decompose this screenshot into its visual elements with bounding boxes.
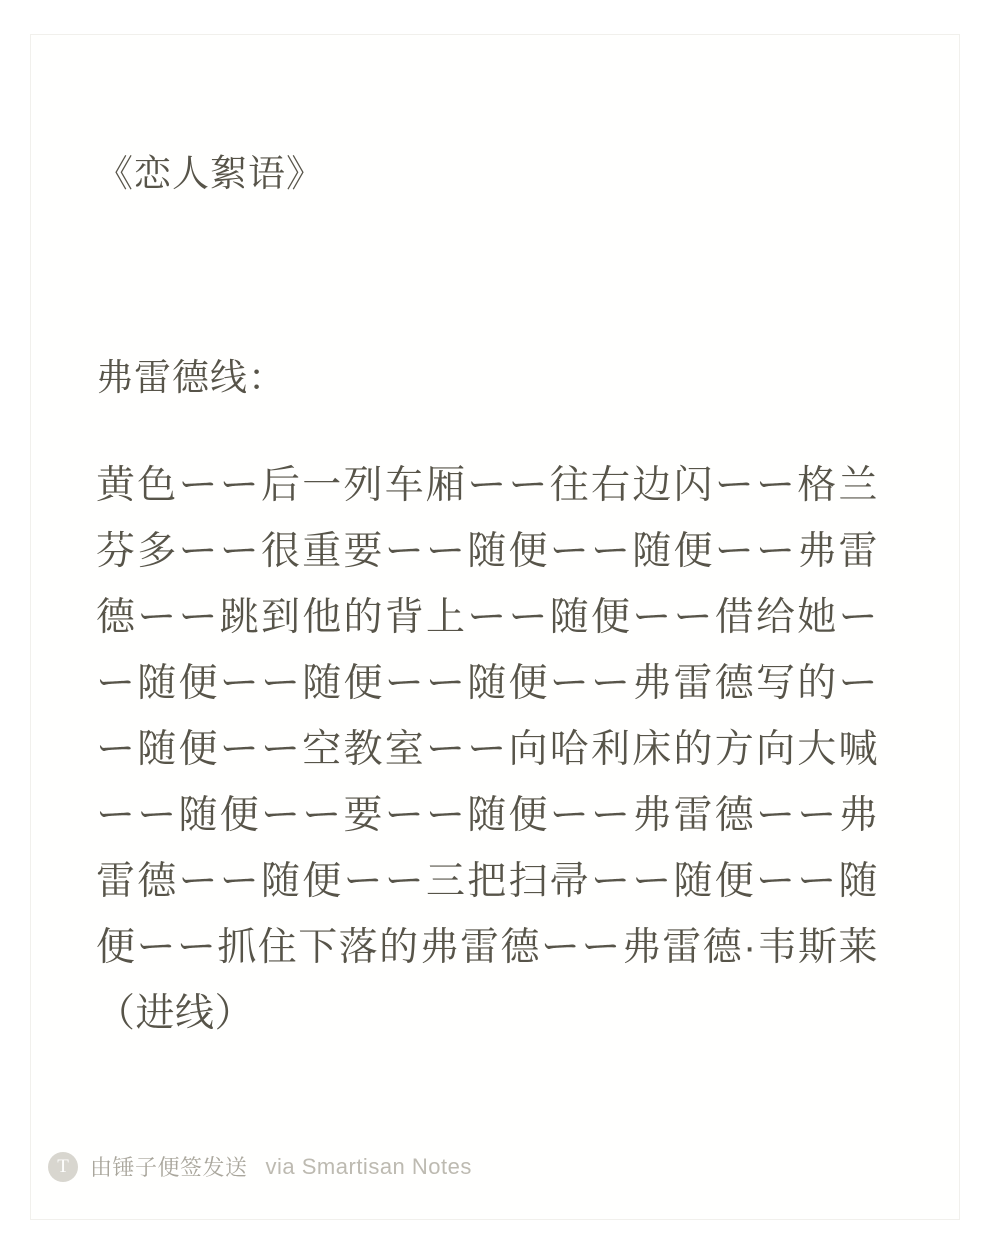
smartisan-logo-icon: T (48, 1152, 78, 1182)
footer-label-cn: 由锤子便签发送 (90, 1155, 248, 1180)
note-subtitle: 弗雷德线： (96, 357, 286, 399)
subtitle-body-spacer (96, 403, 886, 453)
note-body-text: 黄色ーー后一列车厢ーー往右边闪ーー格兰芬多ーー很重要ーー随便ーー随便ーー弗雷德ーー跳到他的背上ーー随便ーー借给她ーー随便ーー随便ーー随便ーー弗雷德写的ーー随便ーー空教室ーー向哈利床的方向大喊ーー随便ーー要ーー随便ーー弗雷德ーー弗雷德ーー随便ーー三把扫帚ーー随便ーー随便ーー抓住下落的弗雷德ーー弗雷德·韦斯莱（进线） (96, 464, 878, 1036)
app-attribution-footer (48, 1151, 472, 1182)
note-title: 《恋人絮语》 (96, 153, 324, 194)
note-content (96, 150, 886, 1047)
footer-label-en: via Smartisan Notes (265, 1153, 472, 1179)
title-body-spacer (96, 198, 886, 353)
